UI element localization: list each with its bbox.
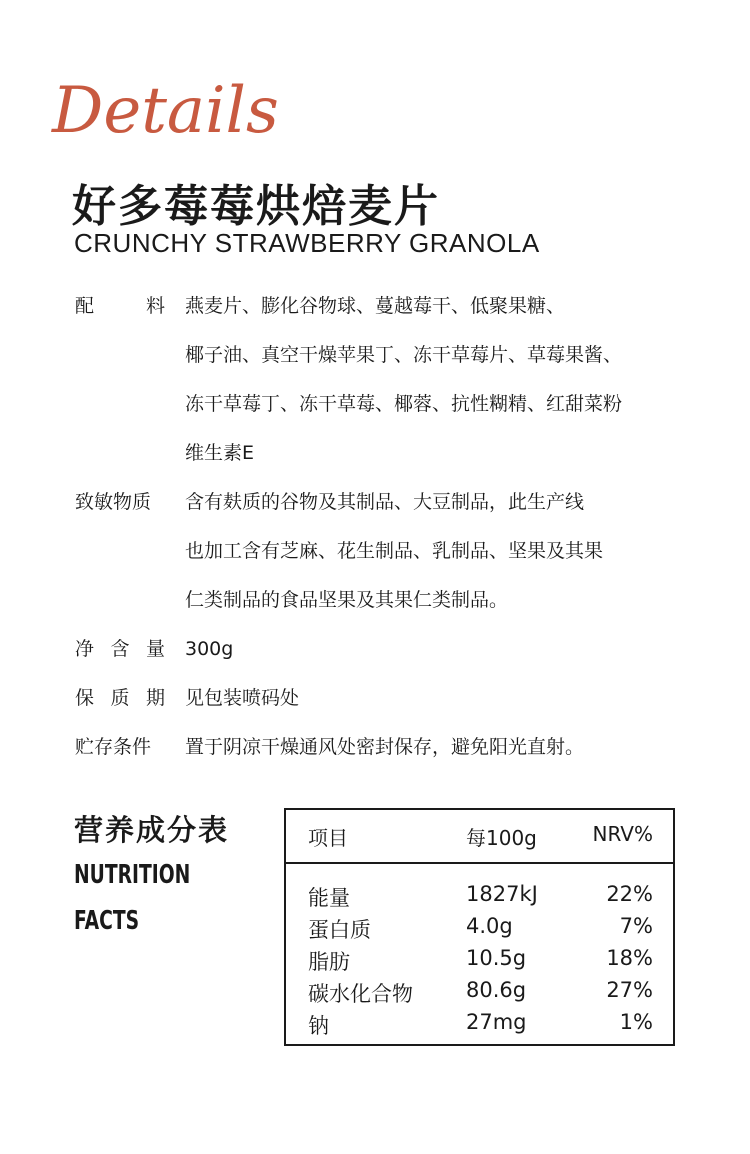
allergens-line: 仁类制品的食品坚果及其果仁类制品。 [185, 589, 509, 611]
nutrient-amount: 4.0g [466, 914, 513, 938]
nutrition-title-cn: 营养成分表 [74, 813, 230, 847]
net-content-line: 300g [185, 638, 234, 660]
storage-value [185, 729, 584, 778]
table-row [286, 1008, 673, 1040]
allergens-line: 含有麸质的谷物及其制品、大豆制品，此生产线 [185, 491, 585, 513]
allergens-line: 也加工含有芝麻、花生制品、乳制品、坚果及其果 [185, 540, 604, 562]
table-row [286, 880, 673, 912]
product-title-en: CRUNCHY STRAWBERRY GRANOLA [74, 228, 540, 258]
nutrient-nrv: 27% [606, 978, 653, 1002]
details-logo [50, 70, 280, 150]
nutrient-name: 碳水化合物 [308, 982, 413, 1006]
table-row [286, 976, 673, 1008]
nutrition-title-en-line2: FACTS [74, 906, 140, 936]
allergens-row [75, 484, 715, 631]
table-row [286, 944, 673, 976]
nutrient-name: 蛋白质 [308, 918, 371, 942]
nutrient-nrv: 18% [606, 946, 653, 970]
ingredients-value [185, 288, 622, 484]
ingredients-row [75, 288, 715, 484]
header-item: 项目 [308, 826, 348, 850]
ingredients-line: 冻干草莓丁、冻干草莓、椰蓉、抗性糊精、红甜菜粉 [185, 393, 623, 415]
nutrient-name: 钠 [308, 1014, 329, 1038]
shelf-life-line: 见包装喷码处 [185, 687, 300, 709]
header-nrv: NRV% [592, 822, 653, 846]
allergens-value [185, 484, 603, 631]
nutrient-amount: 1827kJ [466, 882, 538, 906]
nutrition-title-en-line1: NUTRITION [74, 860, 191, 890]
net-content-row [75, 631, 715, 680]
allergens-label: 致敏物质 [75, 491, 152, 513]
nutrition-table-header [286, 810, 673, 864]
nutrient-amount: 27mg [466, 1010, 527, 1034]
shelf-life-value [185, 680, 299, 729]
nutrient-amount: 10.5g [466, 946, 527, 970]
nutrition-table [284, 808, 675, 1046]
nutrient-name: 能量 [308, 886, 350, 910]
storage-row [75, 729, 715, 778]
storage-line: 置于阴凉干燥通风处密封保存，避免阳光直射。 [185, 736, 585, 758]
table-row [286, 912, 673, 944]
nutrition-title-en [74, 852, 190, 944]
ingredients-line: 维生素E [185, 442, 255, 464]
storage-label: 贮存条件 [75, 736, 152, 758]
nutrient-nrv: 7% [619, 914, 653, 938]
nutrient-name: 脂肪 [308, 950, 350, 974]
product-details [75, 288, 715, 778]
net-content-value [185, 631, 233, 680]
shelf-life-label: 保 质 期 [75, 687, 165, 709]
details-logo-text: Details [52, 74, 279, 148]
nutrient-amount: 80.6g [466, 978, 527, 1002]
shelf-life-row [75, 680, 715, 729]
ingredients-line: 燕麦片、膨化谷物球、蔓越莓干、低聚果糖、 [185, 295, 566, 317]
nutrition-table-body [286, 864, 673, 1040]
net-content-label: 净 含 量 [75, 638, 165, 660]
header-per-100g: 每100g [466, 826, 537, 850]
ingredients-label: 配 料 [75, 295, 165, 317]
ingredients-line: 椰子油、真空干燥苹果丁、冻干草莓片、草莓果酱、 [185, 344, 623, 366]
nutrient-nrv: 22% [606, 882, 653, 906]
nutrient-nrv: 1% [619, 1010, 653, 1034]
product-title-cn: 好多莓莓烘焙麦片 [72, 181, 440, 232]
